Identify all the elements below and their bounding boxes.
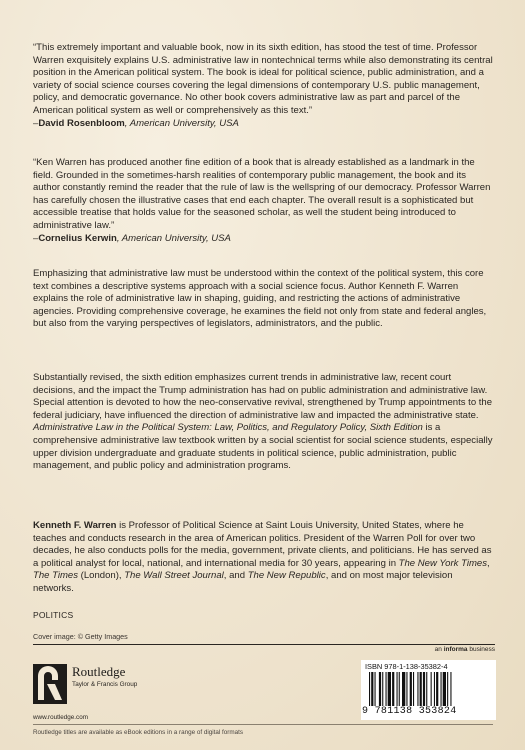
praise-affiliation-2: , American University, USA <box>116 232 231 244</box>
praise-author-1: David Rosenbloom <box>38 117 125 129</box>
isbn-label: ISBN 978-1-138-35382-4 <box>365 662 448 671</box>
praise-quote-2-text: “Ken Warren has produced another fine edition of a book that is already established as a landmark in the field. Grounded in the sometimes-harsh realities of contemporary public management, the book and its author constantly remind the reader that the rule of law is the wellspring of our democracy. Professor Warren has carefully chosen the illustrative cases that end each chapter. The overall result is a sophisticated but accessible treatise that holds value for the seasoned scholar, as well the student being introduced to administrative law.” <box>33 157 491 231</box>
author-bio: Kenneth F. Warren is Professor of Political Science at Saint Louis University, United States, where he teaches and conducts research in the area of American politics. President of the Warren Poll for over two decades, he also conducts polls for the media, government, private clients, and politicians. He has served as a political analyst for local, national, and international media for 30 years, appearing in The New York Times, The Times (London), The Wall Street Journal, and The New Republic, and on most major television networks. <box>33 520 492 594</box>
cover-image-credit: Cover image: © Getty Images <box>33 632 128 641</box>
book-title: Administrative Law in the Political System: Law, Politics, and Regulatory Policy, Sixth Edition <box>33 422 423 434</box>
description-paragraph-1: Emphasizing that administrative law must be understood within the context of the political system, this core text combines a descriptive systems approach with a social science focus. Author Kenneth F. Warren explains the role of administrative law in shaping, guiding, and restricting the actions of administrative agencies. Providing comprehensive coverage, he examines the field not only from state and federal angles, but also from the varying perspectives of legislators, administrators, and the public. <box>33 268 487 330</box>
praise-affiliation-1: , American University, USA <box>124 117 239 129</box>
publisher-url: www.routledge.com <box>33 714 88 721</box>
routledge-logo-icon <box>33 664 67 704</box>
ebook-note: Routledge titles are available as eBook editions in a range of digital formats <box>33 729 244 736</box>
barcode-digits: 9 781138 353824 <box>362 706 457 717</box>
footer-rule <box>33 724 493 725</box>
author-name: Kenneth F. Warren <box>33 520 117 531</box>
subject-category: POLITICS <box>33 610 74 620</box>
praise-quote-1 <box>33 42 495 130</box>
publisher-group: Taylor & Francis Group <box>72 681 138 688</box>
praise-quote-1-text: “This extremely important and valuable book, now in its sixth edition, has stood the test of time. Professor Warren exquisitely explains U.S. administrative law in nontechnical terms while also demonstrating its central position in the American political system. The book is ideal for political science, public administration, and a variety of social science courses covering the legal dimensions of contemporary U.S. public management, policy, and democratic governance. No other book covers administrative law as part and parcel of the American political system as well or comprehensively as this text.” <box>33 42 493 116</box>
footer-divider <box>33 644 495 645</box>
praise-author-2: Cornelius Kerwin <box>38 232 117 244</box>
praise-attribution-1: –David Rosenbloom, American University, USA <box>33 117 239 129</box>
publisher-name: Routledge <box>72 664 126 679</box>
praise-quote-2 <box>33 157 495 245</box>
description-paragraph-2: Substantially revised, the sixth edition emphasizes current trends in administrative law, recent court decisions, and the impact the Trump administration has had on public administration and administrative law. Special attention is devoted to how the neo-conservative revival, strengthened by Trump appointments to the federal judiciary, have influenced the direction of administrative law and impacted the administrative state. Administrative Law in the Political System: Law, Politics, and Regulatory Policy, Sixth Edition is a comprehensive administrative law textbook written by a social scientist for social science students, especially upper division undergraduate and graduate students in political science, public administration, public management, and public policy and administration programs. <box>33 372 493 472</box>
barcode-icon <box>367 672 491 706</box>
informa-tagline: an informa business <box>434 646 495 653</box>
praise-attribution-2: –Cornelius Kerwin, American University, USA <box>33 232 231 244</box>
